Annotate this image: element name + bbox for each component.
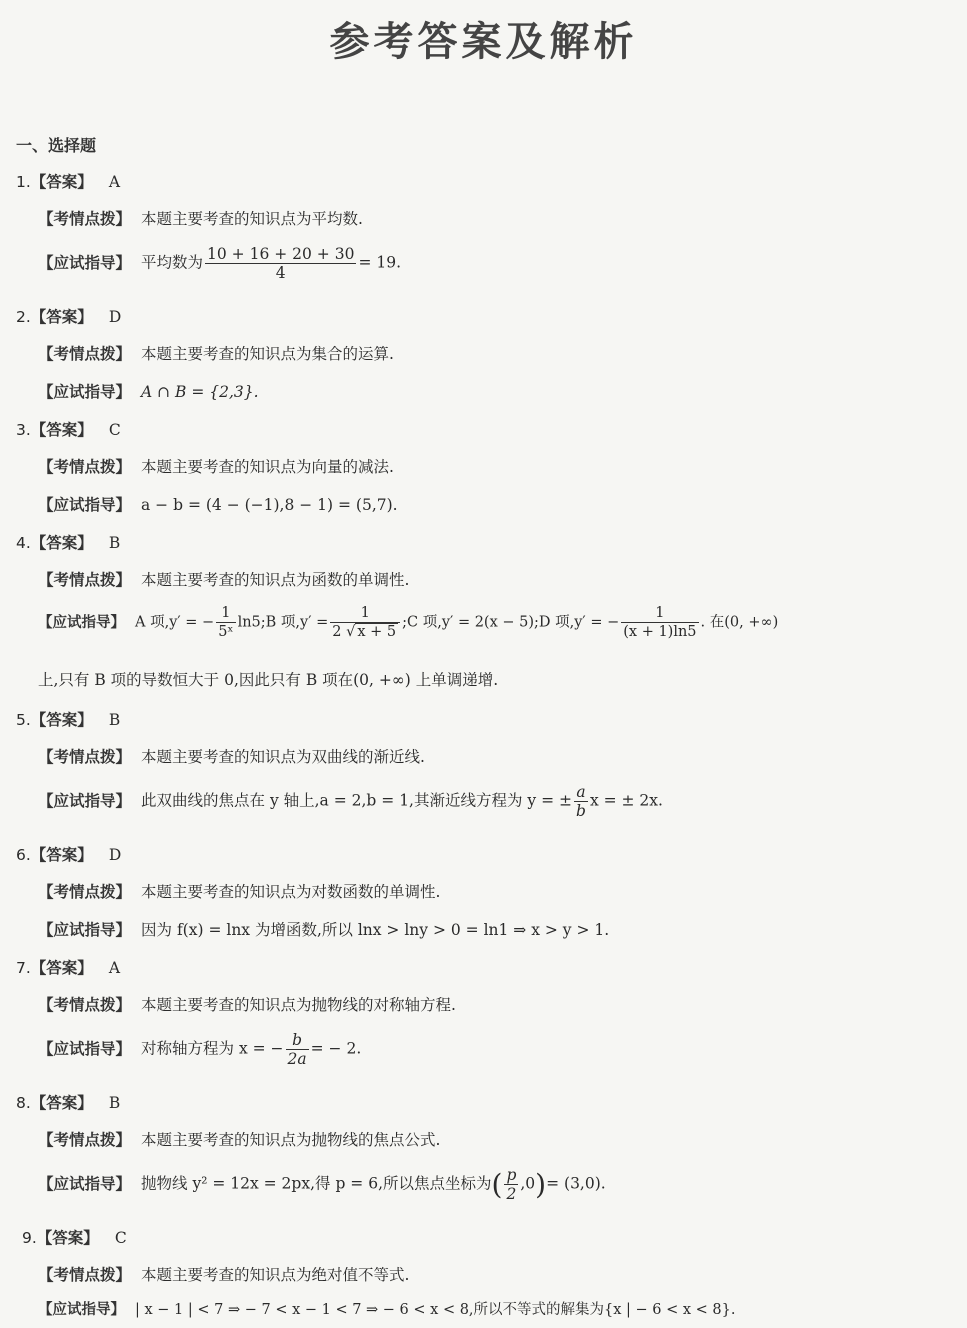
q5-point — [38, 745, 425, 767]
q4-point — [38, 568, 409, 590]
q8-answer-letter: B — [108, 1094, 121, 1112]
q4-guide-b: ln5;B 项,y′ = — [237, 614, 329, 631]
q7-frac-denominator: 2a — [287, 1050, 307, 1068]
q4-answer — [16, 531, 120, 553]
q4-f3-denominator: (x + 1)ln5 — [623, 624, 697, 640]
q4-f2-radicand: x + 5 — [357, 624, 397, 640]
q9-answer-letter: C — [114, 1229, 127, 1247]
answer-label: 【答案】 — [36, 1229, 99, 1247]
q2-guide-text: A ∩ B = {2,3}. — [141, 383, 259, 401]
q4-guide-d: . 在(0, +∞) — [700, 614, 779, 631]
q2-point-text: 本题主要考查的知识点为集合的运算. — [141, 345, 394, 363]
q6-number: 6. — [16, 846, 31, 864]
q9-point — [38, 1263, 409, 1285]
q4-fraction-3 — [621, 604, 698, 641]
q7-guide-b: = − 2. — [310, 1039, 362, 1058]
q4-f2-denominator-coef: 2 — [332, 624, 342, 640]
guide-label: 【应试指导】 — [38, 253, 132, 272]
q7-answer — [16, 956, 120, 978]
q6-guide — [38, 918, 609, 940]
q7-number: 7. — [16, 959, 31, 977]
q5-answer — [16, 708, 120, 730]
q1-guide — [38, 245, 401, 282]
q9-guide — [38, 1298, 736, 1319]
q1-guide-post: = 19. — [358, 253, 402, 272]
q4-number: 4. — [16, 534, 31, 552]
q7-guide — [38, 1031, 361, 1068]
q8-number: 8. — [16, 1094, 31, 1112]
q7-point — [38, 993, 456, 1015]
q2-answer — [16, 305, 121, 327]
q4-fraction-1 — [216, 604, 235, 641]
q9-number: 9. — [22, 1229, 37, 1247]
q7-answer-letter: A — [108, 959, 121, 977]
q5-answer-letter: B — [108, 711, 121, 729]
q1-fraction — [205, 245, 356, 282]
q7-guide-a: 对称轴方程为 x = − — [141, 1039, 284, 1058]
q1-frac-numerator: 10 + 16 + 20 + 30 — [207, 245, 355, 263]
q8-answer — [16, 1091, 120, 1113]
q6-guide-text: 因为 f(x) = lnx 为增函数,所以 lnx > lny > 0 = ln1 ⇒ x > y > 1. — [141, 921, 610, 939]
q4-guide — [38, 604, 778, 641]
answer-label: 【答案】 — [30, 1094, 93, 1112]
q8-guide — [38, 1166, 606, 1203]
q4-f2-numerator: 1 — [330, 604, 400, 623]
answer-label: 【答案】 — [30, 421, 93, 439]
q5-frac-numerator: a — [574, 783, 588, 802]
point-label: 【考情点拨】 — [38, 1131, 132, 1149]
q1-frac-denominator: 4 — [275, 264, 286, 282]
q7-frac-numerator: b — [286, 1031, 309, 1050]
q8-guide-c: = (3,0). — [546, 1174, 606, 1193]
q1-point — [38, 207, 363, 229]
q8-frac-denominator: 2 — [506, 1185, 517, 1203]
q5-guide-a: 此双曲线的焦点在 y 轴上,a = 2,b = 1,其渐近线方程为 y = ± — [141, 791, 572, 810]
q3-point — [38, 455, 394, 477]
q8-point-text: 本题主要考查的知识点为抛物线的焦点公式. — [141, 1131, 441, 1149]
q4-guide-continued: 上,只有 B 项的导数恒大于 0,因此只有 B 项在(0, +∞) 上单调递增. — [38, 671, 499, 689]
q6-answer-letter: D — [108, 846, 122, 864]
q1-answer — [16, 170, 120, 192]
q2-answer-letter: D — [108, 308, 122, 326]
guide-label: 【应试指导】 — [38, 1174, 132, 1193]
right-paren-glyph: ) — [535, 1168, 547, 1201]
q5-guide-b: x = ± 2x. — [589, 791, 663, 810]
q4-guide-c: ;C 项,y′ = 2(x − 5);D 项,y′ = − — [402, 614, 620, 631]
guide-label: 【应试指导】 — [38, 614, 125, 631]
point-label: 【考情点拨】 — [38, 1266, 132, 1284]
page-title: 参考答案及解析 — [329, 19, 638, 65]
q5-guide — [38, 783, 663, 820]
q4-f1-numerator: 1 — [216, 604, 235, 623]
q8-guide-a: 抛物线 y² = 12x = 2px,得 p = 6,所以焦点坐标为 — [141, 1174, 492, 1193]
q6-answer — [16, 843, 121, 865]
q7-fraction — [286, 1031, 309, 1068]
answer-label: 【答案】 — [30, 959, 93, 977]
point-label: 【考情点拨】 — [38, 748, 132, 766]
q1-number: 1. — [16, 173, 31, 191]
q8-fraction — [504, 1166, 518, 1203]
q7-point-text: 本题主要考查的知识点为抛物线的对称轴方程. — [141, 996, 456, 1014]
q3-answer — [16, 418, 121, 440]
guide-label: 【应试指导】 — [38, 1039, 132, 1058]
section-heading: 一、选择题 — [16, 136, 97, 155]
guide-label: 【应试指导】 — [38, 496, 132, 514]
point-label: 【考情点拨】 — [38, 571, 132, 589]
guide-label: 【应试指导】 — [38, 921, 132, 939]
answer-label: 【答案】 — [30, 711, 93, 729]
q4-fraction-2 — [330, 604, 400, 641]
q6-point — [38, 880, 440, 902]
q4-f2-denominator: 2 √ x + 5 — [332, 624, 397, 640]
answer-label: 【答案】 — [30, 173, 93, 191]
q2-point — [38, 342, 394, 364]
q6-point-text: 本题主要考查的知识点为对数函数的单调性. — [141, 883, 441, 901]
q9-guide-text: | x − 1 | < 7 ⇒ − 7 < x − 1 < 7 ⇒ − 6 < x < 8,所以不等式的解集为{x | − 6 < x < 8}. — [135, 1302, 736, 1318]
q3-point-text: 本题主要考查的知识点为向量的减法. — [141, 458, 394, 476]
q1-answer-letter: A — [108, 173, 121, 191]
q5-frac-denominator: b — [576, 802, 586, 820]
point-label: 【考情点拨】 — [38, 458, 132, 476]
q8-point — [38, 1128, 440, 1150]
q5-point-text: 本题主要考查的知识点为双曲线的渐近线. — [141, 748, 425, 766]
point-label: 【考情点拨】 — [38, 996, 132, 1014]
q4-f3-numerator: 1 — [621, 604, 698, 623]
q3-number: 3. — [16, 421, 31, 439]
q1-point-text: 本题主要考查的知识点为平均数. — [141, 210, 363, 228]
point-label: 【考情点拨】 — [38, 210, 132, 228]
q3-answer-letter: C — [108, 421, 121, 439]
q5-number: 5. — [16, 711, 31, 729]
q3-guide-text: a − b = (4 − (−1),8 − 1) = (5,7). — [141, 496, 398, 514]
guide-label: 【应试指导】 — [38, 383, 132, 401]
point-label: 【考情点拨】 — [38, 345, 132, 363]
q3-guide — [38, 493, 398, 515]
q4-guide-a: A 项,y′ = − — [135, 614, 215, 631]
answer-label: 【答案】 — [30, 846, 93, 864]
q1-guide-pre: 平均数为 — [141, 253, 204, 272]
guide-label: 【应试指导】 — [38, 1302, 125, 1318]
q9-point-text: 本题主要考查的知识点为绝对值不等式. — [141, 1266, 410, 1284]
q9-answer — [22, 1226, 127, 1248]
q2-guide — [38, 380, 259, 402]
guide-label: 【应试指导】 — [38, 791, 132, 810]
q4-answer-letter: B — [108, 534, 121, 552]
q8-frac-numerator: p — [506, 1166, 517, 1184]
point-label: 【考情点拨】 — [38, 883, 132, 901]
answer-label: 【答案】 — [30, 308, 93, 326]
q4-f1-denominator: 5ˣ — [218, 624, 234, 640]
q4-point-text: 本题主要考查的知识点为函数的单调性. — [141, 571, 410, 589]
q8-guide-b: ,0 — [520, 1174, 536, 1193]
answer-label: 【答案】 — [30, 534, 93, 552]
q2-number: 2. — [16, 308, 31, 326]
left-paren-glyph: ( — [491, 1168, 503, 1201]
q5-fraction — [574, 783, 588, 820]
